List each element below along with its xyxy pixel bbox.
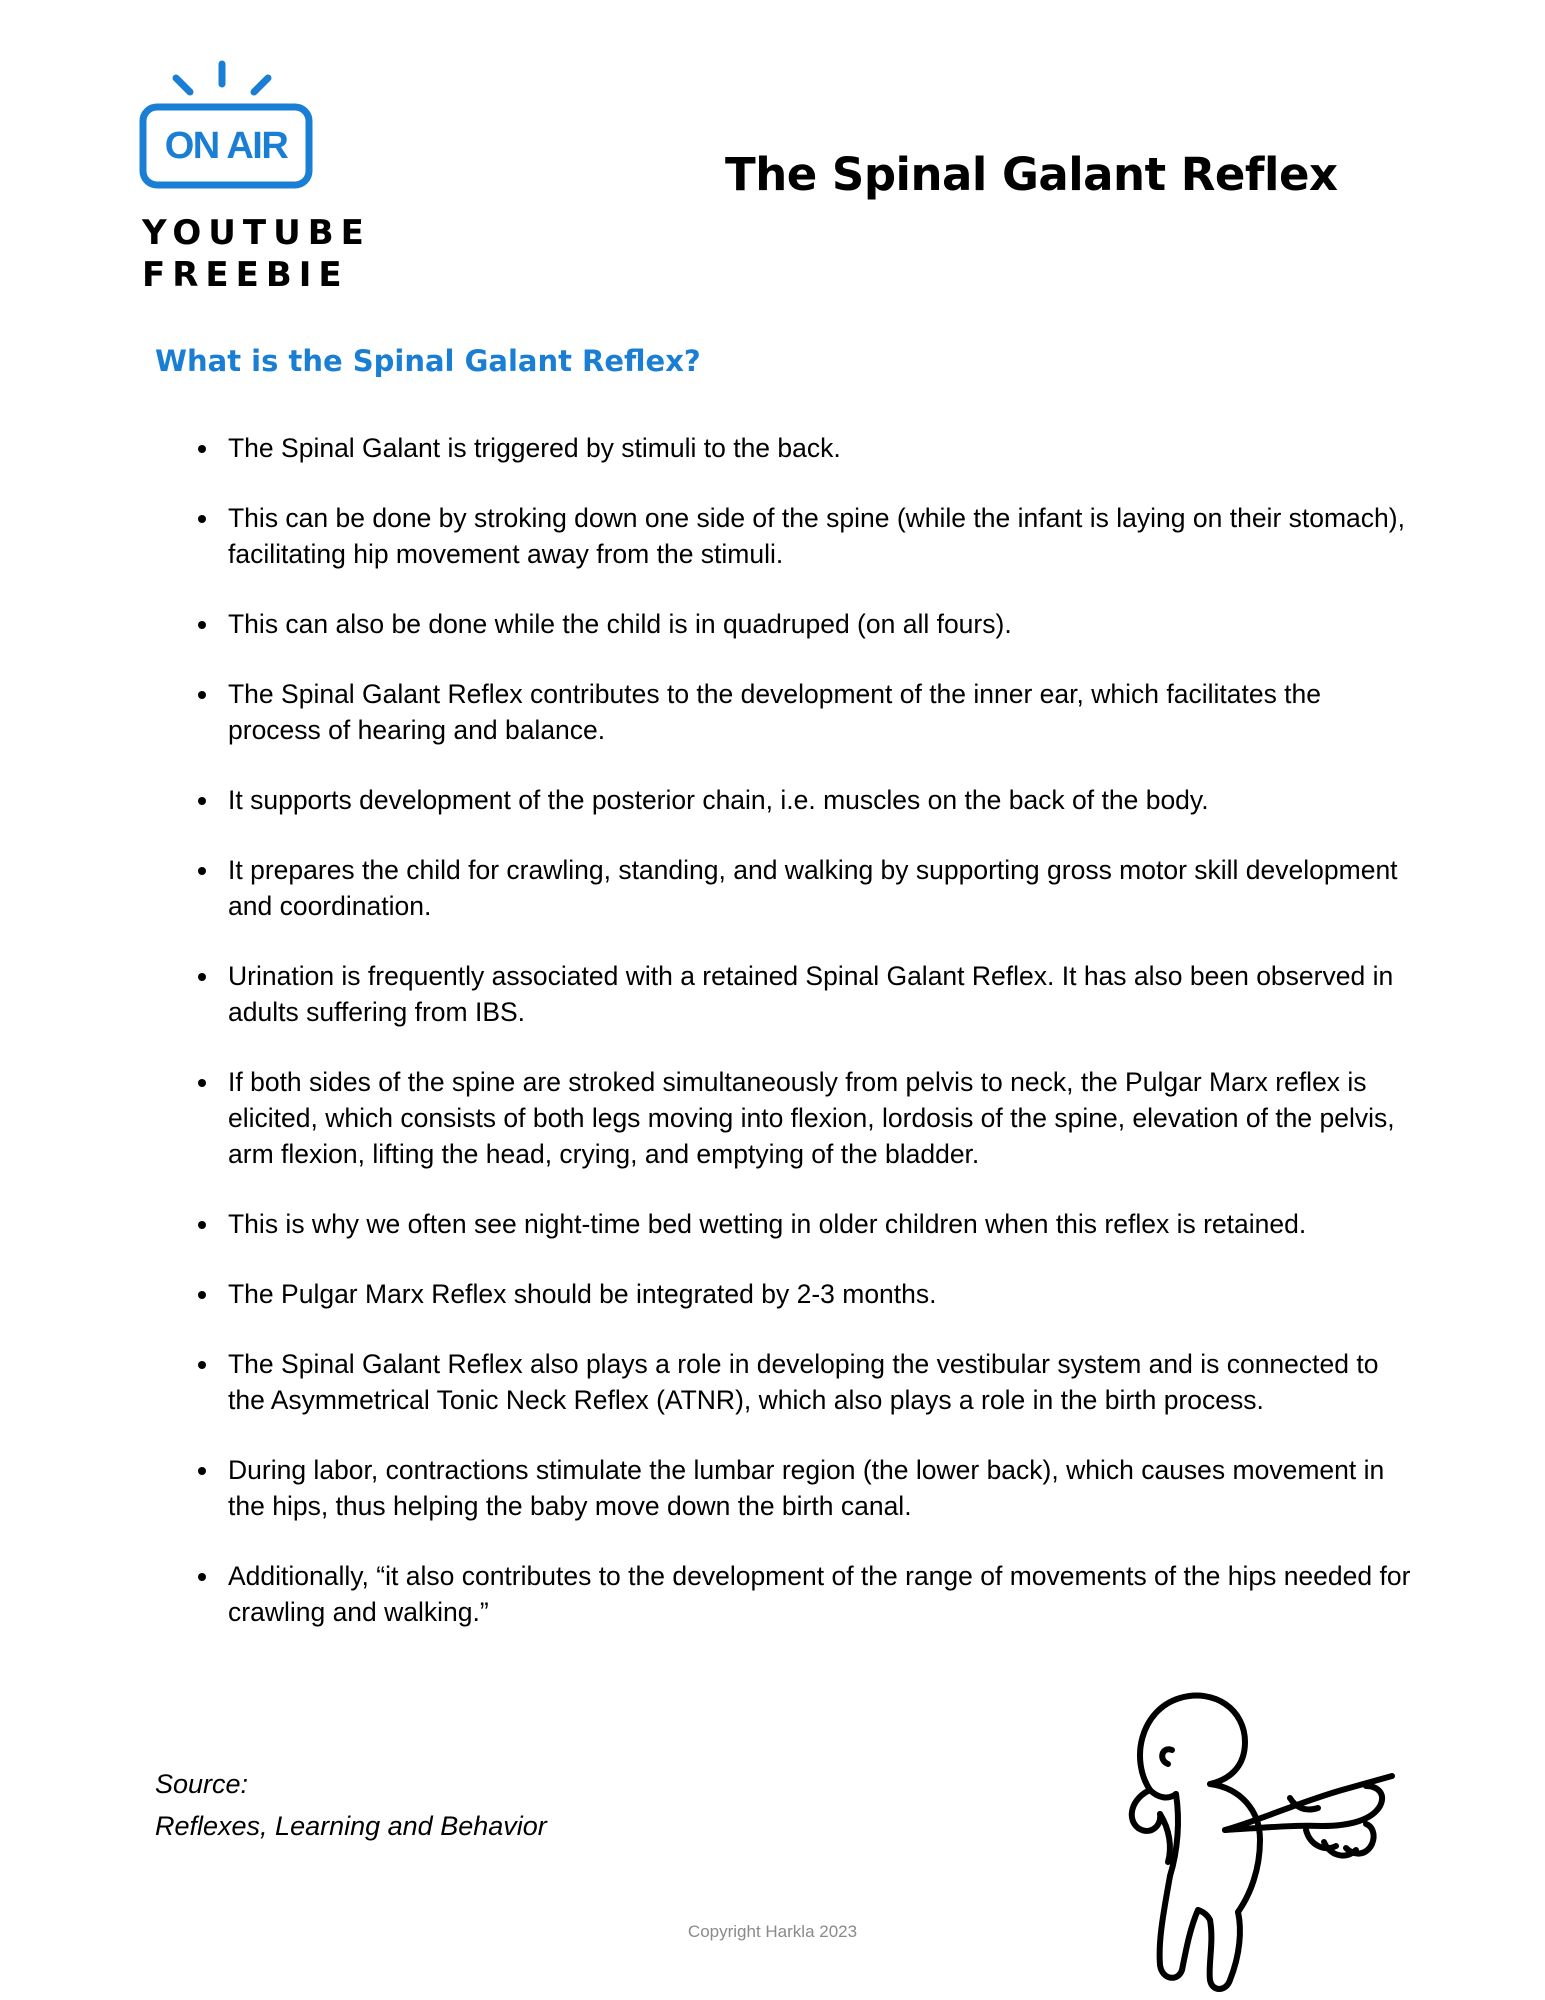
bullet-dot-icon bbox=[198, 1079, 206, 1087]
page-title: The Spinal Galant Reflex bbox=[725, 148, 1338, 201]
list-item-text: It supports development of the posterior chain, i.e. muscles on the back of the body. bbox=[228, 785, 1209, 815]
bullet-dot-icon bbox=[198, 621, 206, 629]
bullet-dot-icon bbox=[198, 1467, 206, 1475]
freebie-line-2: FREEBIE bbox=[142, 255, 349, 295]
bullet-dot-icon bbox=[198, 1361, 206, 1369]
baby-back-stroke-illustration bbox=[1110, 1680, 1410, 2000]
section-heading: What is the Spinal Galant Reflex? bbox=[155, 344, 701, 378]
freebie-label bbox=[142, 212, 371, 296]
list-item-text: The Spinal Galant Reflex also plays a role in developing the vestibular system and is connected to the Asymmetrical Tonic Neck Reflex (ATNR), which also plays a role in the birth process. bbox=[228, 1349, 1379, 1415]
list-item-text: The Spinal Galant Reflex contributes to the development of the inner ear, which facilitates the process of hearing and balance. bbox=[228, 679, 1322, 745]
list-item bbox=[196, 606, 1416, 642]
bullet-dot-icon bbox=[198, 1573, 206, 1581]
list-item bbox=[196, 676, 1416, 748]
list-item-text: If both sides of the spine are stroked simultaneously from pelvis to neck, the Pulgar Marx reflex is elicited, which consists of both legs moving into flexion, lordosis of the spine, elevation of the pelvis, arm flexion, lifting the head, crying, and emptying of the bladder. bbox=[228, 1067, 1395, 1169]
source-label: Source: bbox=[155, 1769, 249, 1799]
bullet-dot-icon bbox=[198, 867, 206, 875]
copyright-text: Copyright Harkla 2023 bbox=[687, 1922, 858, 1941]
list-item-text: Urination is frequently associated with a retained Spinal Galant Reflex. It has also been observed in adults suffering from IBS. bbox=[228, 961, 1394, 1027]
bullet-dot-icon bbox=[198, 797, 206, 805]
list-item-text: The Spinal Galant is triggered by stimuli to the back. bbox=[228, 433, 841, 463]
list-item bbox=[196, 1346, 1416, 1418]
list-item bbox=[196, 958, 1416, 1030]
list-item-text: It prepares the child for crawling, standing, and walking by supporting gross motor skill development and coordination. bbox=[228, 855, 1398, 921]
list-item bbox=[196, 1206, 1416, 1242]
bullet-dot-icon bbox=[198, 691, 206, 699]
list-item bbox=[196, 430, 1416, 466]
freebie-line-1: YOUTUBE bbox=[142, 213, 371, 253]
list-item bbox=[196, 1276, 1416, 1312]
list-item bbox=[196, 782, 1416, 818]
list-item bbox=[196, 1558, 1416, 1630]
source-citation bbox=[155, 1763, 547, 1847]
bullet-dot-icon bbox=[198, 445, 206, 453]
list-item bbox=[196, 500, 1416, 572]
list-item-text: This can be done by stroking down one side of the spine (while the infant is laying on their stomach), facilitating hip movement away from the stimuli. bbox=[228, 503, 1405, 569]
list-item bbox=[196, 852, 1416, 924]
on-air-badge bbox=[138, 60, 318, 195]
bullet-dot-icon bbox=[198, 1221, 206, 1229]
list-item bbox=[196, 1064, 1416, 1172]
bullet-dot-icon bbox=[198, 515, 206, 523]
bullet-dot-icon bbox=[198, 973, 206, 981]
bullet-dot-icon bbox=[198, 1291, 206, 1299]
on-air-label: ON AIR bbox=[164, 124, 288, 167]
list-item bbox=[196, 1452, 1416, 1524]
list-item-text: The Pulgar Marx Reflex should be integrated by 2-3 months. bbox=[228, 1279, 937, 1309]
source-title: Reflexes, Learning and Behavior bbox=[155, 1811, 547, 1841]
list-item-text: This can also be done while the child is in quadruped (on all fours). bbox=[228, 609, 1012, 639]
list-item-text: During labor, contractions stimulate the lumbar region (the lower back), which causes movement in the hips, thus helping the baby move down the birth canal. bbox=[228, 1455, 1385, 1521]
list-item-text: Additionally, “it also contributes to the development of the range of movements of the hips needed for crawling and walking.” bbox=[228, 1561, 1411, 1627]
list-item-text: This is why we often see night-time bed wetting in older children when this reflex is retained. bbox=[228, 1209, 1307, 1239]
bullet-list bbox=[196, 430, 1416, 1664]
